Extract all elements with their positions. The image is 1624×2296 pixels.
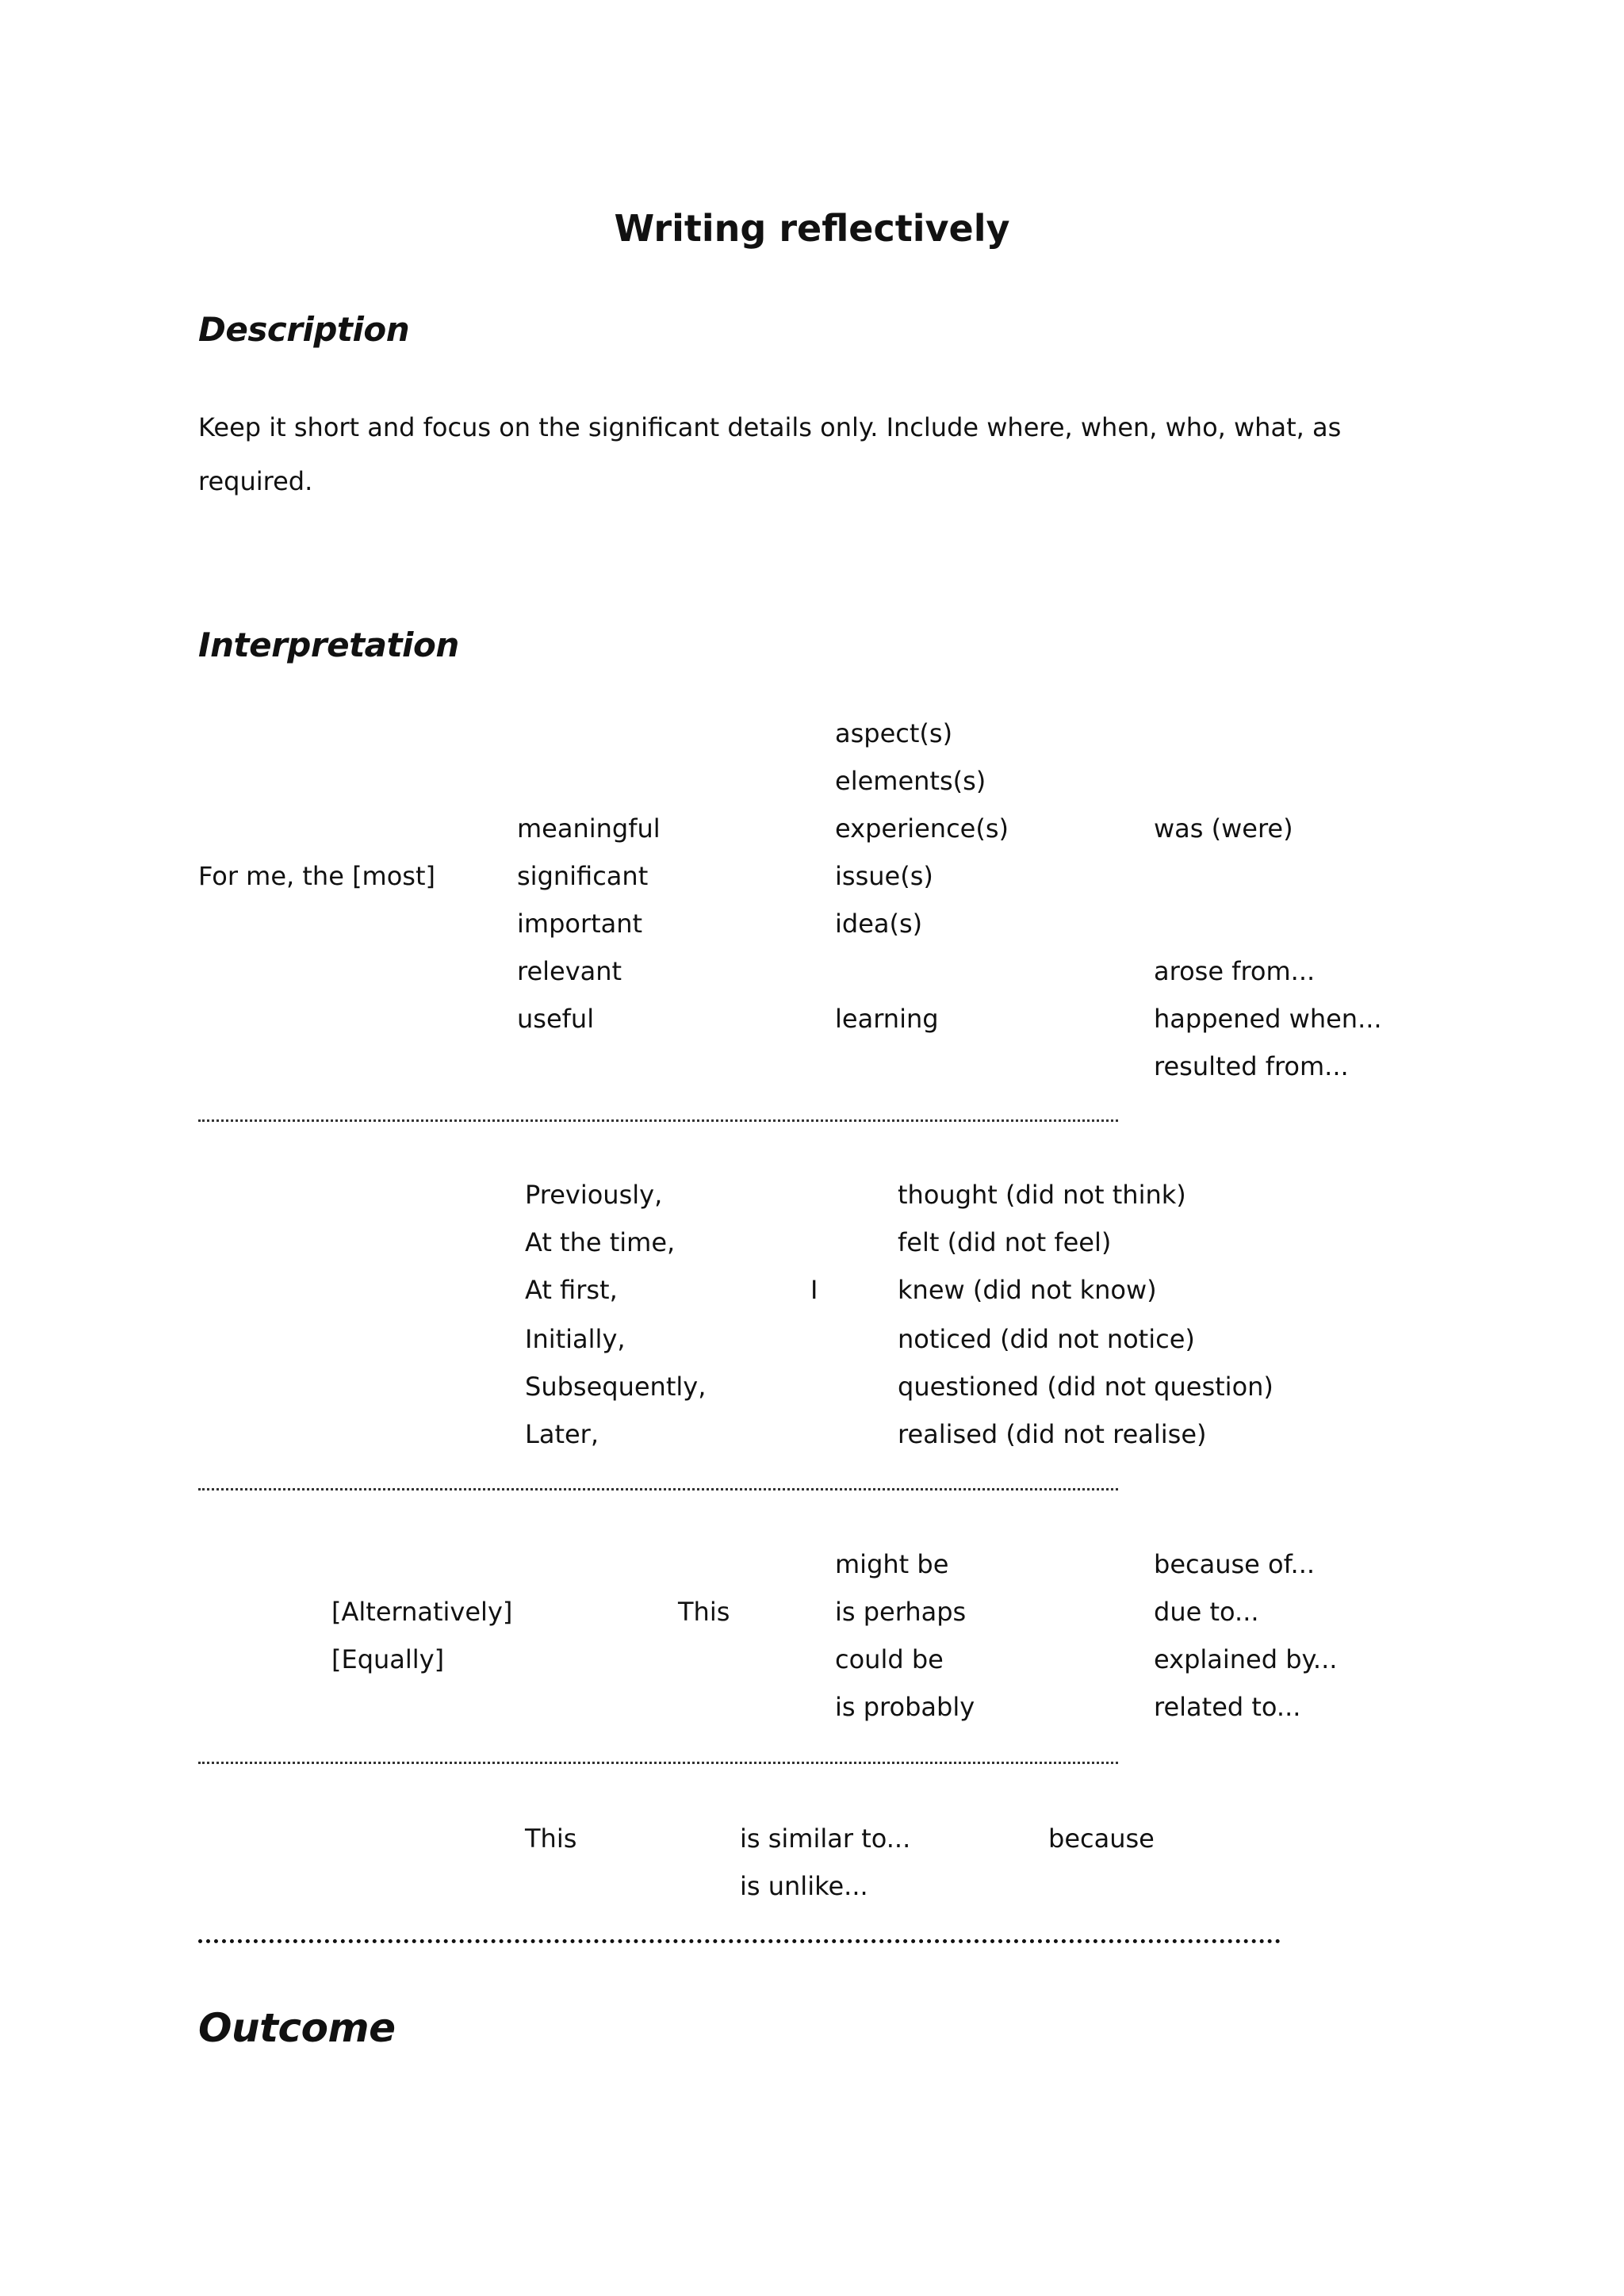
block3-modal: could be <box>835 1644 944 1674</box>
interpretation-heading: Interpretation <box>198 626 459 664</box>
block2-verb: knew (did not know) <box>898 1275 1157 1305</box>
block3-reason: explained by... <box>1154 1644 1338 1674</box>
block1-adjective: meaningful <box>517 813 661 844</box>
block1-noun: idea(s) <box>835 909 923 939</box>
block4-comparison: is unlike... <box>740 1871 868 1901</box>
block2-verb: noticed (did not notice) <box>898 1324 1195 1354</box>
block2-time: At the time, <box>525 1227 676 1257</box>
block1-noun: learning <box>835 1004 939 1034</box>
block1-noun: experience(s) <box>835 813 1009 844</box>
block2-verb: felt (did not feel) <box>898 1227 1112 1257</box>
block4-comparison: is similar to... <box>740 1823 911 1854</box>
block2-time: Subsequently, <box>525 1372 707 1402</box>
dotted-separator <box>198 1762 1118 1764</box>
block1-verb: arose from... <box>1154 956 1316 986</box>
block2-time: Previously, <box>525 1180 663 1210</box>
block4-because: because <box>1048 1823 1155 1854</box>
page-title: Writing reflectively <box>614 207 1010 250</box>
outcome-heading: Outcome <box>198 2005 396 2051</box>
block2-time: Later, <box>525 1419 599 1449</box>
block2-time: Initially, <box>525 1324 626 1354</box>
block1-noun: aspect(s) <box>835 718 953 748</box>
block3-subject: This <box>678 1597 730 1627</box>
dotted-separator <box>198 1488 1118 1490</box>
block2-time: At first, <box>525 1275 618 1305</box>
block3-reason: because of... <box>1154 1549 1316 1579</box>
block1-adjective: relevant <box>517 956 622 986</box>
block1-lead: For me, the [most] <box>198 861 435 891</box>
block3-reason: due to... <box>1154 1597 1259 1627</box>
block1-verb: happened when... <box>1154 1004 1382 1034</box>
dotted-separator <box>198 1119 1118 1122</box>
block3-connector: [Equally] <box>331 1644 445 1674</box>
block2-verb: thought (did not think) <box>898 1180 1186 1210</box>
block2-verb: questioned (did not question) <box>898 1372 1274 1402</box>
block2-pronoun: I <box>810 1275 818 1305</box>
block3-modal: is probably <box>835 1692 975 1722</box>
dotted-separator-bold <box>198 1939 1281 1943</box>
block2-verb: realised (did not realise) <box>898 1419 1207 1449</box>
block1-noun: issue(s) <box>835 861 933 891</box>
block1-adjective: important <box>517 909 643 939</box>
block3-connector: [Alternatively] <box>331 1597 513 1627</box>
description-heading: Description <box>198 310 410 349</box>
block3-modal: might be <box>835 1549 949 1579</box>
block1-adjective: useful <box>517 1004 595 1034</box>
block1-adjective: significant <box>517 861 649 891</box>
block4-subject: This <box>525 1823 577 1854</box>
description-text: Keep it short and focus on the significant details only. Include where, when, who, what, as required. <box>198 412 1342 496</box>
block1-verb: resulted from... <box>1154 1051 1349 1081</box>
block1-noun: elements(s) <box>835 766 986 796</box>
block3-reason: related to... <box>1154 1692 1301 1722</box>
block3-modal: is perhaps <box>835 1597 967 1627</box>
block1-verb: was (were) <box>1154 813 1293 844</box>
